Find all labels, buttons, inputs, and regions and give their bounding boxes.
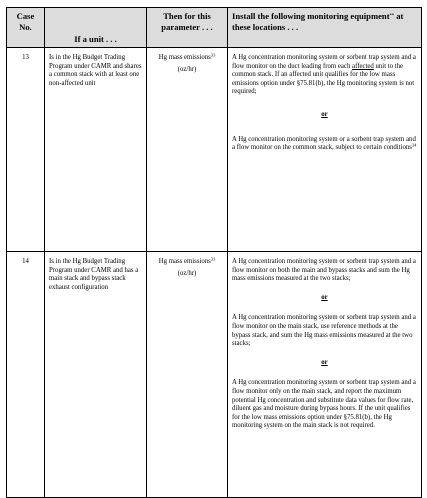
header-install — [228, 8, 422, 48]
option-text: A Hg concentration monitoring system or sorbent trap system and a flow monitor on the duct leading from each — [232, 54, 416, 70]
monitoring-table — [6, 7, 422, 498]
parameter-text: Hg mass emissions — [158, 54, 211, 61]
or-separator: or — [321, 110, 328, 118]
header-row — [7, 8, 422, 48]
option-footnote: 34 — [411, 142, 417, 148]
header-install-text: Install the following monitoring equipment — [232, 11, 390, 21]
header-then-param: Then for this parameter . . . — [147, 8, 228, 48]
unit-condition: Is in the Hg Budget Trading Program under CAMR and shares a common stack with at least one non-affected unit — [45, 48, 147, 252]
parameter-name — [151, 54, 223, 63]
or-separator: or — [321, 293, 328, 301]
option-text: unit to the common stack. If an affected unit qualifies for the low mass emissions option under §75.81(b), the Hg monitoring system is not required; — [232, 62, 415, 96]
parameter-text: Hg mass emissions — [158, 258, 211, 265]
unit-condition: Is in the Hg Budget Trading Program under CAMR and has a main stack and bypass stack exhaust configuration — [45, 252, 147, 498]
parameter-cell — [147, 252, 228, 498]
header-if-unit: If a unit . . . — [45, 8, 147, 48]
parameter-footnote: 33 — [210, 52, 216, 58]
or-separator: or — [321, 358, 328, 366]
option-text: A Hg concentration monitoring system or a sorbent trap system and a flow monitor on the common stack, subject to certain conditions — [232, 135, 416, 152]
header-install-footnote: ** — [389, 12, 395, 18]
table-row — [7, 48, 422, 252]
parameter-cell — [147, 48, 228, 252]
equipment-option — [232, 54, 417, 97]
parameter-unit: (oz/hr) — [177, 65, 197, 73]
option-underlined: affected — [352, 62, 374, 70]
equipment-cell — [228, 48, 422, 252]
case-number: 14 — [7, 252, 45, 498]
table-row — [7, 252, 422, 498]
parameter-unit: (oz/hr) — [177, 269, 197, 277]
header-case-no: Case No. — [7, 8, 45, 48]
equipment-option: A Hg concentration monitoring system or sorbent trap system and a flow monitor on both the main and bypass stacks and sum the Hg mass emissions measured at the two stacks; — [232, 258, 416, 283]
equipment-option — [232, 136, 417, 153]
header-install-tail: at these locations . . . — [232, 11, 404, 32]
equipment-option: A Hg concentration monitoring system or sorbent trap system and a flow monitor only on the main stack, and report the maximum potential Hg concentration and substitute data values for flow rate, diluent gas and moisture during bypass hours. If the unit qualifies for the low mass emissions option under §75.81(b), the Hg monitoring system on the main stack is not required. — [232, 379, 416, 430]
case-number: 13 — [7, 48, 45, 252]
equipment-cell — [228, 252, 422, 498]
equipment-option: A Hg concentration monitoring system or sorbent trap system and a flow monitor on the main stack, use reference methods at the bypass stack, and sum the Hg mass emissions measured at the two stacks; — [232, 314, 416, 348]
parameter-footnote: 33 — [210, 256, 216, 262]
parameter-name — [151, 258, 223, 267]
